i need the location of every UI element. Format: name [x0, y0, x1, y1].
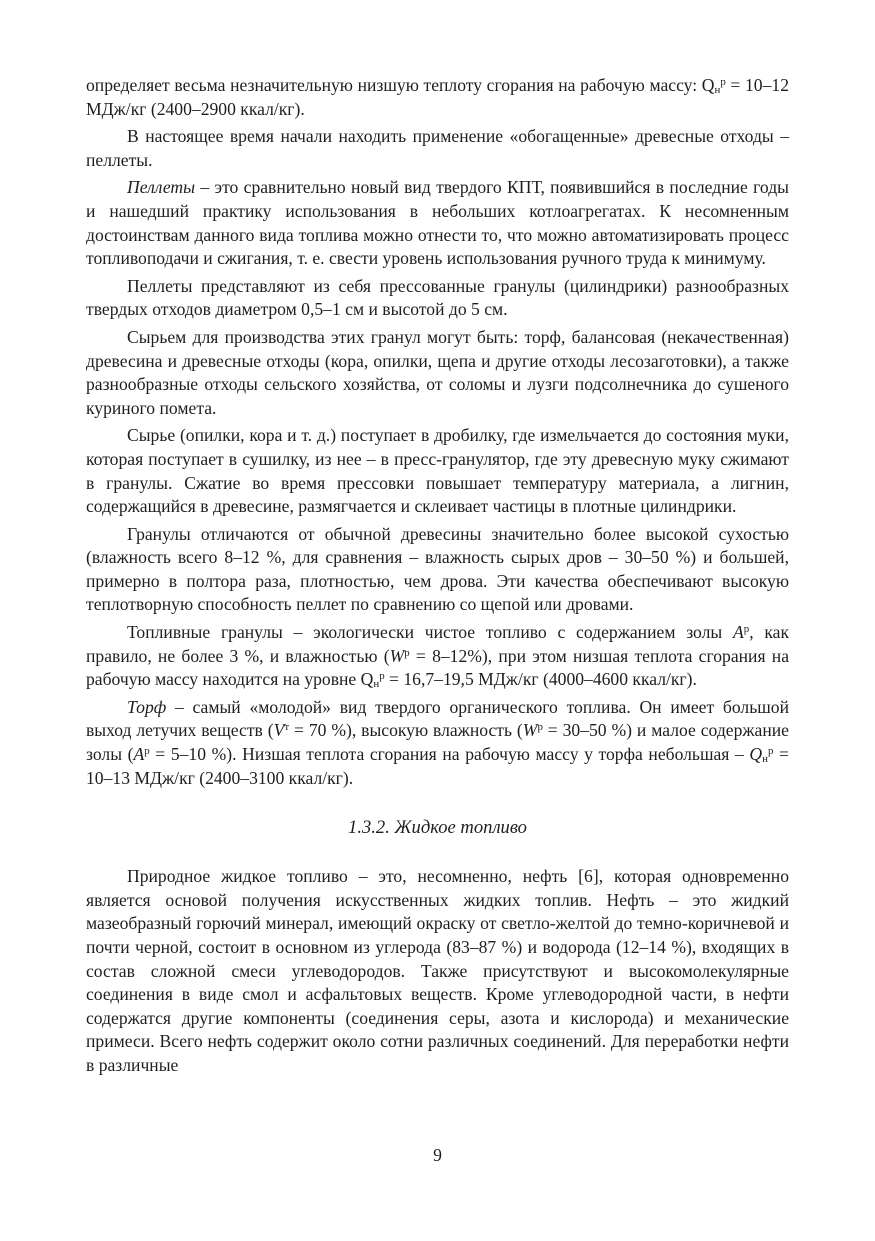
- paragraph-liquid-fuel: Природное жидкое топливо – это, несомненно, нефть [6], которая одновременно является основой получения искусственных жидких топлив. Нефть – это жидкий мазеобразный горючий минерал, имеющий окраску от светло-желтой до темно-коричневой и почти черной, состоит в основном из углерода (83–87 %) и водорода (12–14 %), входящих в состав сложной смеси углеводородов. Также присутствуют и высокомолекулярные соединения в виде смол и асфальтовых веществ. Кроме углеводородной части, в нефти содержатся другие компоненты (соединения серы, азота и кислорода) и механические примеси. Всего нефть содержит около сотни различных соединений. Для переработки нефти в различные: [86, 866, 789, 1075]
- paragraph-pellets-form: Пеллеты представляют из себя прессованные гранулы (цилиндрики) разнообразных твердых отходов диаметром 0,5–1 см и высотой до 5 см.: [86, 275, 789, 320]
- subscript: н: [762, 753, 768, 766]
- paragraph-raw-materials: Сырьем для производства этих гранул могут быть: торф, балансовая (некачественная) древесина и древесные отходы (кора, опилки, щепа и другие отходы лесозаготовки), а также разнообразные отходы сельского хозяйства, от соломы и лузги подсолнечника до сушеного куриного помета.: [86, 326, 789, 418]
- term-pellets: Пеллеты: [127, 177, 196, 198]
- paragraph-enriched-waste: В настоящее время начали находить применение «обогащенные» древесные отходы – пеллеты.: [86, 126, 789, 170]
- superscript: т: [284, 721, 290, 734]
- text-run: = 10–13 МДж/кг (2400–3100 ккал/кг).: [86, 744, 789, 788]
- superscript: р: [720, 76, 726, 88]
- section-heading: 1.3.2. Жидкое топливо: [348, 817, 527, 839]
- superscript: р: [537, 721, 543, 734]
- symbol-ash: A: [733, 622, 744, 643]
- paragraph-fuel-granules: [86, 621, 789, 692]
- superscript: р: [767, 745, 774, 758]
- paragraph-granule-properties: Гранулы отличаются от обычной древесины значительно более высокой сухостью (влажность всего 8–12 %, для сравнения – влажность сырых дров – 30–50 %) и большей, примерно в полтора раза, плотностью, чем дрова. Эти качества обеспечивают высокую теплотворную способность пеллет по сравнению со щепой или дровами.: [86, 523, 789, 615]
- text-run: = 30–50 %) и малое содержание золы (: [86, 720, 789, 765]
- superscript: р: [144, 745, 150, 758]
- symbol-volatiles: V: [273, 720, 285, 741]
- text-run: Топливные гранулы – экологически чистое топливо с содержанием золы: [127, 622, 733, 643]
- text-run: – это сравнительно новый вид твердого КПТ, появившийся в последние годы и нашедший практику использования в небольших котлоагрегатах. К несомненным достоинствам данного вида топлива можно отнести то, что можно автоматизировать процесс топливоподачи и сжигания, т. е. свести уровень использования ручного труда к минимуму.: [86, 177, 789, 269]
- term-peat: Торф: [127, 696, 167, 717]
- text-run: = 10–12 МДж/кг (2400–2900 ккал/кг).: [86, 75, 789, 119]
- text-run: , как правило, не более 3 %, и влажностью (: [86, 622, 790, 666]
- superscript: р: [404, 646, 410, 659]
- paragraph-pellets-definition: [86, 176, 789, 270]
- paragraph-production-process: Сырье (опилки, кора и т. д.) поступает в дробилку, где измельчается до состояния муки, которая поступает в сушилку, из нее – в пресс-гранулятор, где эту древесную муку сжимают в гранулы. Сжатие во время прессовки повышает температуру материала, а лигнин, содержащийся в древесине, размягчается и склеивает частицы в плотные цилиндрики.: [86, 425, 789, 517]
- paragraph-low-heat: [86, 74, 789, 121]
- text-run: = 5–10 %). Низшая теплота сгорания на рабочую массу у торфа небольшая –: [149, 744, 750, 765]
- symbol-moisture: W: [522, 720, 538, 741]
- text-run: – самый «молодой» вид твердого органического топлива. Он имеет большой выход летучих веществ (: [86, 696, 789, 741]
- text-run: = 16,7–19,5 МДж/кг (4000–4600 ккал/кг).: [384, 669, 697, 690]
- paragraph-peat: [86, 696, 789, 790]
- superscript: р: [743, 623, 750, 636]
- subscript: н: [714, 84, 721, 97]
- text-run: определяет весьма незначительную низшую теплоту сгорания на рабочую массу: Q: [86, 75, 715, 95]
- symbol-ash: A: [133, 744, 145, 765]
- symbol-moisture: W: [389, 645, 405, 666]
- text-run: = 8–12%), при этом низшая теплота сгорания на рабочую массу находится на уровне Q: [86, 645, 789, 690]
- page-body: [86, 74, 789, 1082]
- page-number: 9: [433, 1145, 442, 1165]
- subscript: н: [373, 678, 380, 691]
- symbol-heat: Q: [749, 744, 763, 765]
- superscript: р: [379, 670, 385, 683]
- text-run: = 70 %), высокую влажность (: [289, 720, 523, 741]
